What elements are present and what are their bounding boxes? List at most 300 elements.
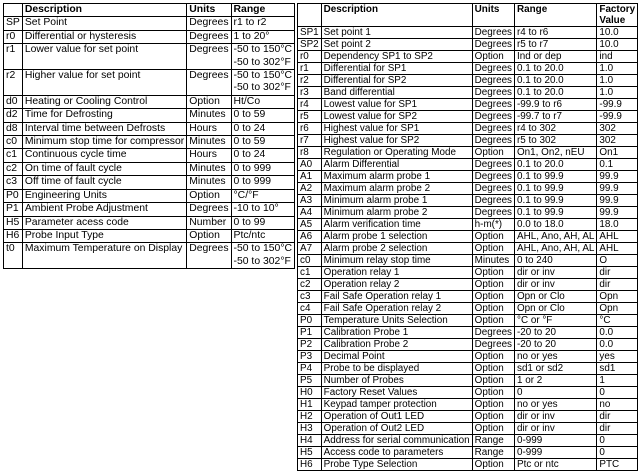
param-factory-value: PTC: [597, 459, 638, 471]
param-code: SP1: [298, 27, 322, 39]
param-factory-value: yes: [597, 351, 638, 363]
param-units: Number: [187, 216, 231, 229]
table-row: [4, 216, 295, 229]
param-range: Ptc or ntc: [515, 459, 597, 471]
param-description: Maximum Temperature on Display: [22, 243, 186, 269]
param-code: P3: [298, 351, 322, 363]
param-range: AHL, Ano, AH, AL: [515, 231, 597, 243]
param-range: 0.1 to 99.9: [515, 183, 597, 195]
table-row: [298, 27, 638, 39]
param-units: Option: [472, 363, 514, 375]
param-code: H5: [298, 447, 322, 459]
param-range: [231, 243, 294, 269]
param-units: Degrees: [472, 111, 514, 123]
table-row: [298, 159, 638, 171]
param-range: r4 to r6: [515, 27, 597, 39]
param-code: c1: [298, 267, 322, 279]
param-code: SP: [4, 17, 23, 30]
param-factory-value: 0: [597, 447, 638, 459]
param-code: c0: [4, 136, 23, 149]
param-units: Degrees: [472, 327, 514, 339]
param-factory-value: dir: [597, 279, 638, 291]
param-code: r3: [298, 87, 322, 99]
param-units: Degrees: [187, 17, 231, 30]
header-range: Range: [515, 4, 597, 27]
header-code: [4, 4, 23, 17]
param-factory-value: -99.9: [597, 111, 638, 123]
param-units: Degrees: [187, 70, 231, 96]
table-row: [298, 87, 638, 99]
param-range: 0.1 to 20.0: [515, 159, 597, 171]
param-description: Ambient Probe Adjustment: [22, 203, 186, 216]
table-header-row: [4, 4, 295, 17]
table-row: [298, 267, 638, 279]
param-range: 0: [515, 387, 597, 399]
param-description: Parameter acess code: [22, 216, 186, 229]
param-factory-value: 0.0: [597, 327, 638, 339]
param-code: P5: [298, 375, 322, 387]
param-range: [231, 216, 294, 229]
param-range: r5 to 302: [515, 135, 597, 147]
param-factory-value: 1.0: [597, 63, 638, 75]
range-line: r1 to r2: [233, 17, 267, 29]
param-units: Degrees: [472, 39, 514, 51]
table-row: [298, 171, 638, 183]
param-range: r4 to 302: [515, 123, 597, 135]
param-range: 0.1 to 20.0: [515, 75, 597, 87]
param-units: Option: [472, 147, 514, 159]
param-description: Decimal Point: [321, 351, 472, 363]
param-description: Maximum alarm probe 2: [321, 183, 472, 195]
param-units: Degrees: [472, 99, 514, 111]
param-code: A5: [298, 219, 322, 231]
param-units: Range: [472, 435, 514, 447]
param-description: Band differential: [321, 87, 472, 99]
param-range: [231, 162, 294, 175]
param-range: r5 to r7: [515, 39, 597, 51]
param-description: Dependency SP1 to SP2: [321, 51, 472, 63]
param-code: r0: [4, 30, 23, 43]
param-range: 0 to 240: [515, 255, 597, 267]
param-description: Temperature Units Selection: [321, 315, 472, 327]
range-line: -50 to 150°C: [233, 70, 292, 82]
param-units: Option: [472, 387, 514, 399]
param-units: Option: [472, 375, 514, 387]
param-description: Differential for SP1: [321, 63, 472, 75]
table-row: [4, 109, 295, 122]
param-code: P0: [298, 315, 322, 327]
param-factory-value: 1.0: [597, 75, 638, 87]
param-code: P4: [298, 363, 322, 375]
table-row: [4, 17, 295, 30]
table-row: [298, 279, 638, 291]
table-row: [4, 189, 295, 202]
param-range: [231, 30, 294, 43]
param-description: Minimum stop time for compressor: [22, 136, 186, 149]
param-code: c3: [4, 176, 23, 189]
param-units: Degrees: [472, 159, 514, 171]
param-range: °C or °F: [515, 315, 597, 327]
param-code: A3: [298, 195, 322, 207]
param-description: Minimum relay stop time: [321, 255, 472, 267]
table-row: [298, 195, 638, 207]
range-line: 0 to 24: [233, 149, 266, 161]
param-range: [231, 189, 294, 202]
table-row: [4, 203, 295, 216]
param-factory-value: dir: [597, 267, 638, 279]
param-factory-value: ind: [597, 51, 638, 63]
param-description: Probe Input Type: [22, 229, 186, 242]
param-units: Degrees: [472, 339, 514, 351]
param-description: Alarm verification time: [321, 219, 472, 231]
param-description: Differential or hysteresis: [22, 30, 186, 43]
range-line: -50 to 150°C: [233, 44, 292, 56]
header-description: Description: [321, 4, 472, 27]
param-factory-value: 99.9: [597, 171, 638, 183]
param-units: Option: [472, 351, 514, 363]
param-description: Keypad tamper protection: [321, 399, 472, 411]
param-units: Minutes: [472, 255, 514, 267]
param-code: d8: [4, 122, 23, 135]
header-units: Units: [187, 4, 231, 17]
param-code: d2: [4, 109, 23, 122]
parameter-table-left: [3, 3, 295, 269]
param-units: Degrees: [472, 135, 514, 147]
param-units: Degrees: [187, 243, 231, 269]
param-units: Hours: [187, 122, 231, 135]
param-factory-value: AHL: [597, 231, 638, 243]
param-range: dir or inv: [515, 279, 597, 291]
param-range: [231, 176, 294, 189]
param-units: Option: [472, 291, 514, 303]
table-row: [298, 255, 638, 267]
param-code: c2: [4, 162, 23, 175]
param-factory-value: Opn: [597, 291, 638, 303]
table-row: [298, 63, 638, 75]
param-range: 0.1 to 20.0: [515, 87, 597, 99]
table-row: [4, 176, 295, 189]
param-code: r8: [298, 147, 322, 159]
param-code: A7: [298, 243, 322, 255]
table-row: [298, 327, 638, 339]
param-factory-value: O: [597, 255, 638, 267]
param-code: H2: [298, 411, 322, 423]
param-units: Degrees: [472, 183, 514, 195]
param-range: 0.1 to 99.9: [515, 171, 597, 183]
param-description: Set Point: [22, 17, 186, 30]
param-description: Alarm probe 1 selection: [321, 231, 472, 243]
param-units: Option: [472, 51, 514, 63]
param-units: Degrees: [472, 87, 514, 99]
param-range: no or yes: [515, 399, 597, 411]
param-description: Time for Defrosting: [22, 109, 186, 122]
param-units: Degrees: [472, 171, 514, 183]
table-row: [298, 363, 638, 375]
param-range: dir or inv: [515, 423, 597, 435]
param-range: [231, 136, 294, 149]
param-description: Probe Type Selection: [321, 459, 472, 471]
param-units: Option: [472, 243, 514, 255]
param-code: r4: [298, 99, 322, 111]
param-description: Lowest value for SP1: [321, 99, 472, 111]
param-code: P1: [4, 203, 23, 216]
param-code: c4: [298, 303, 322, 315]
param-code: r1: [298, 63, 322, 75]
param-description: Probe to be displayed: [321, 363, 472, 375]
param-units: Hours: [187, 149, 231, 162]
table-row: [298, 447, 638, 459]
param-factory-value: AHL: [597, 243, 638, 255]
param-range: [231, 109, 294, 122]
table-header-row: [298, 4, 638, 27]
param-range: [231, 122, 294, 135]
range-line: 0 to 99: [233, 216, 266, 228]
table-row: [4, 95, 295, 108]
param-units: Option: [472, 279, 514, 291]
param-code: H6: [298, 459, 322, 471]
range-line: °C/°F: [233, 189, 259, 201]
header-description: Description: [22, 4, 186, 17]
param-description: Address for serial communication: [321, 435, 472, 447]
param-factory-value: Opn: [597, 303, 638, 315]
param-description: Differential for SP2: [321, 75, 472, 87]
table-row: [298, 99, 638, 111]
param-code: SP2: [298, 39, 322, 51]
param-factory-value: °C: [597, 315, 638, 327]
param-factory-value: 99.9: [597, 183, 638, 195]
param-code: A0: [298, 159, 322, 171]
param-description: Operation of Out2 LED: [321, 423, 472, 435]
param-code: c1: [4, 149, 23, 162]
param-range: [231, 203, 294, 216]
param-factory-value: 302: [597, 123, 638, 135]
param-code: H3: [298, 423, 322, 435]
table-row: [298, 135, 638, 147]
param-range: AHL, Ano, AH, AL: [515, 243, 597, 255]
param-code: H5: [4, 216, 23, 229]
table-row: [298, 51, 638, 63]
param-range: 0.1 to 99.9: [515, 195, 597, 207]
table-row: [298, 111, 638, 123]
param-range: sd1 or sd2: [515, 363, 597, 375]
param-range: 1 or 2: [515, 375, 597, 387]
range-line: -50 to 302°F: [233, 255, 291, 267]
param-code: r2: [4, 70, 23, 96]
table-row: [298, 219, 638, 231]
param-code: r6: [298, 123, 322, 135]
table-row: [298, 75, 638, 87]
range-line: 0 to 59: [233, 136, 266, 148]
param-description: Fail Safe Operation relay 1: [321, 291, 472, 303]
param-factory-value: 99.9: [597, 195, 638, 207]
param-description: Highest value for SP2: [321, 135, 472, 147]
table-row: [298, 303, 638, 315]
param-description: On time of fault cycle: [22, 162, 186, 175]
param-range: 0-999: [515, 435, 597, 447]
param-factory-value: sd1: [597, 363, 638, 375]
param-factory-value: 1: [597, 375, 638, 387]
table-row: [298, 423, 638, 435]
param-range: [231, 17, 294, 30]
param-factory-value: 0.0: [597, 339, 638, 351]
param-units: Degrees: [472, 27, 514, 39]
param-units: Degrees: [187, 30, 231, 43]
param-factory-value: 1.0: [597, 87, 638, 99]
param-code: c3: [298, 291, 322, 303]
table-row: [298, 39, 638, 51]
range-line: 1 to 20°: [233, 30, 270, 42]
param-code: t0: [4, 243, 23, 269]
param-description: Operation relay 2: [321, 279, 472, 291]
param-code: H0: [298, 387, 322, 399]
param-description: Set point 2: [321, 39, 472, 51]
param-range: [231, 44, 294, 70]
param-code: r7: [298, 135, 322, 147]
table-row: [298, 315, 638, 327]
param-range: no or yes: [515, 351, 597, 363]
param-range: [231, 149, 294, 162]
param-units: Minutes: [187, 162, 231, 175]
param-units: Degrees: [472, 75, 514, 87]
table-row: [4, 243, 295, 269]
range-line: -50 to 302°F: [233, 82, 291, 94]
table-row: [298, 291, 638, 303]
param-units: Minutes: [187, 136, 231, 149]
param-description: Alarm Differential: [321, 159, 472, 171]
param-factory-value: dir: [597, 411, 638, 423]
param-factory-value: 0: [597, 435, 638, 447]
param-code: A6: [298, 231, 322, 243]
param-code: A2: [298, 183, 322, 195]
param-code: r5: [298, 111, 322, 123]
param-range: [231, 229, 294, 242]
param-description: Calibration Probe 1: [321, 327, 472, 339]
param-range: -20 to 20: [515, 339, 597, 351]
param-factory-value: 0: [597, 387, 638, 399]
table-row: [298, 147, 638, 159]
param-factory-value: -99.9: [597, 99, 638, 111]
parameter-table-right: [297, 3, 638, 471]
param-description: Set point 1: [321, 27, 472, 39]
param-units: Range: [472, 447, 514, 459]
param-units: Option: [472, 315, 514, 327]
param-description: Fail Safe Operation relay 2: [321, 303, 472, 315]
param-range: 0.1 to 99.9: [515, 207, 597, 219]
range-line: -10 to 10°: [233, 203, 279, 215]
param-units: h-m(*): [472, 219, 514, 231]
param-code: c0: [298, 255, 322, 267]
table-row: [4, 122, 295, 135]
param-description: Alarm probe 2 selection: [321, 243, 472, 255]
param-range: -99.9 to r6: [515, 99, 597, 111]
param-units: Degrees: [472, 123, 514, 135]
range-line: -50 to 302°F: [233, 56, 291, 68]
param-code: r0: [298, 51, 322, 63]
param-range: dir or inv: [515, 267, 597, 279]
header-factory-value: Factory Value: [597, 4, 638, 27]
table-body: [4, 17, 295, 269]
param-factory-value: 302: [597, 135, 638, 147]
param-units: Minutes: [187, 109, 231, 122]
param-factory-value: 0.1: [597, 159, 638, 171]
table-row: [298, 375, 638, 387]
table-row: [298, 243, 638, 255]
param-units: Option: [472, 267, 514, 279]
param-description: Highest value for SP1: [321, 123, 472, 135]
param-code: c2: [298, 279, 322, 291]
param-description: Off time of fault cycle: [22, 176, 186, 189]
header-units: Units: [472, 4, 514, 27]
param-code: P0: [4, 189, 23, 202]
param-units: Option: [187, 229, 231, 242]
param-range: 0.0 to 18.0: [515, 219, 597, 231]
param-units: Option: [472, 423, 514, 435]
param-description: Operation relay 1: [321, 267, 472, 279]
param-units: Degrees: [187, 203, 231, 216]
table-row: [298, 231, 638, 243]
param-description: Lowest value for SP2: [321, 111, 472, 123]
range-line: 0 to 999: [233, 176, 272, 188]
param-factory-value: 18.0: [597, 219, 638, 231]
param-code: P2: [298, 339, 322, 351]
param-description: Higher value for set point: [22, 70, 186, 96]
param-factory-value: On1: [597, 147, 638, 159]
range-line: 0 to 59: [233, 109, 266, 121]
param-description: Heating or Cooling Control: [22, 95, 186, 108]
param-units: Minutes: [187, 176, 231, 189]
table-row: [4, 162, 295, 175]
param-range: Ind or dep: [515, 51, 597, 63]
table-row: [298, 339, 638, 351]
table-row: [298, 123, 638, 135]
table-row: [298, 435, 638, 447]
param-description: Regulation or Operating Mode: [321, 147, 472, 159]
table-row: [298, 183, 638, 195]
param-units: Option: [472, 459, 514, 471]
param-description: Lower value for set point: [22, 44, 186, 70]
param-range: -20 to 20: [515, 327, 597, 339]
table-row: [4, 229, 295, 242]
param-description: Interval time between Defrosts: [22, 122, 186, 135]
param-code: A4: [298, 207, 322, 219]
param-code: r1: [4, 44, 23, 70]
range-line: Ht/Co: [233, 95, 261, 107]
table-row: [298, 387, 638, 399]
param-description: Number of Probes: [321, 375, 472, 387]
param-factory-value: no: [597, 399, 638, 411]
param-factory-value: 99.9: [597, 207, 638, 219]
param-description: Operation of Out1 LED: [321, 411, 472, 423]
param-description: Engineering Units: [22, 189, 186, 202]
table-row: [4, 70, 295, 96]
param-units: Degrees: [472, 207, 514, 219]
param-factory-value: 10.0: [597, 39, 638, 51]
param-code: A1: [298, 171, 322, 183]
param-description: Access code to parameters: [321, 447, 472, 459]
table-row: [4, 136, 295, 149]
param-units: Option: [472, 303, 514, 315]
range-line: -50 to 150°C: [233, 243, 292, 255]
param-code: H1: [298, 399, 322, 411]
param-description: Minimum alarm probe 1: [321, 195, 472, 207]
table-row: [4, 149, 295, 162]
param-description: Continuous cycle time: [22, 149, 186, 162]
table-row: [4, 30, 295, 43]
table-row: [298, 399, 638, 411]
param-range: [231, 70, 294, 96]
range-line: 0 to 24: [233, 122, 266, 134]
param-units: Degrees: [187, 44, 231, 70]
